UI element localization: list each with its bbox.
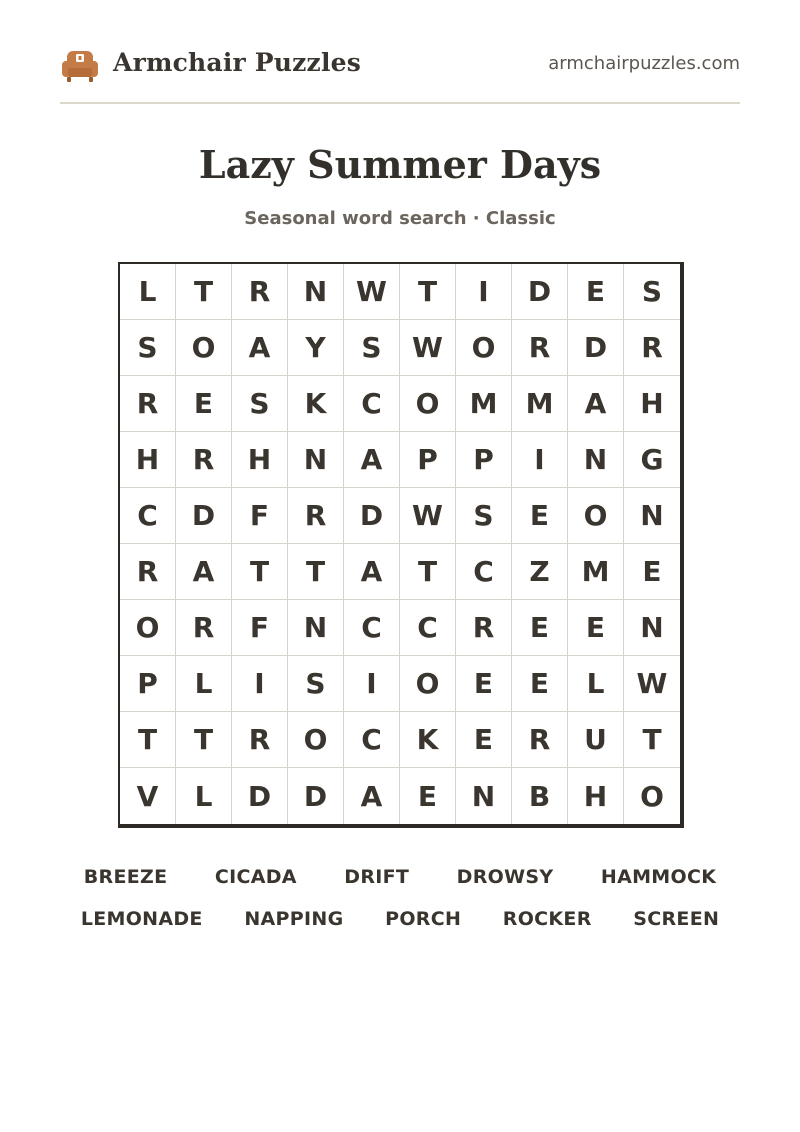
grid-cell[interactable]: O (400, 376, 456, 432)
grid-cell[interactable]: T (400, 264, 456, 320)
grid-cell[interactable]: C (344, 376, 400, 432)
grid-cell[interactable]: N (456, 768, 512, 824)
header-divider (60, 102, 740, 104)
word-list (60, 856, 740, 940)
word-list-item: DROWSY (456, 866, 554, 888)
word-list-item: DRIFT (344, 866, 410, 888)
grid-cell[interactable]: E (456, 712, 512, 768)
grid-cell[interactable]: R (512, 320, 568, 376)
word-list-item: HAMMOCK (600, 866, 717, 888)
grid-cell[interactable]: P (400, 432, 456, 488)
grid-cell[interactable]: G (624, 432, 680, 488)
grid-cell[interactable]: R (288, 488, 344, 544)
word-list-row (60, 856, 740, 898)
grid-cell[interactable]: O (640, 779, 664, 813)
grid-cell[interactable]: Y (288, 320, 344, 376)
grid-cell[interactable]: I (344, 656, 400, 712)
letter-grid[interactable] (118, 262, 684, 828)
grid-cell[interactable]: Z (512, 544, 568, 600)
grid-cell[interactable]: H (232, 432, 288, 488)
grid-cell[interactable]: R (456, 600, 512, 656)
grid-cell[interactable]: H (568, 768, 624, 824)
grid-cell[interactable]: R (232, 712, 288, 768)
grid-cell[interactable]: O (456, 320, 512, 376)
grid-cell[interactable]: O (288, 712, 344, 768)
grid-cell[interactable]: T (232, 544, 288, 600)
word-list-item: ROCKER (502, 908, 592, 930)
grid-cell[interactable]: N (288, 432, 344, 488)
grid-cell[interactable]: E (624, 544, 680, 600)
grid-cell[interactable]: T (176, 264, 232, 320)
puzzle-subtitle: Seasonal word search · Classic (244, 208, 556, 229)
puzzle-title: Lazy Summer Days (198, 142, 602, 187)
grid-cell[interactable]: V (120, 768, 176, 824)
grid-cell[interactable]: W (400, 488, 456, 544)
grid-cell[interactable]: B (512, 768, 568, 824)
grid-cell[interactable]: L (568, 656, 624, 712)
grid-cell[interactable]: S (344, 320, 400, 376)
grid-cell[interactable]: U (568, 712, 624, 768)
grid-cell[interactable]: D (288, 768, 344, 824)
grid-cell[interactable]: R (176, 600, 232, 656)
grid-cell[interactable]: D (344, 488, 400, 544)
brand-name: Armchair Puzzles (113, 48, 362, 77)
word-list-row (60, 898, 740, 940)
grid-cell[interactable]: S (456, 488, 512, 544)
grid-cell[interactable]: E (568, 600, 624, 656)
grid-cell[interactable]: K (400, 712, 456, 768)
grid-cell[interactable]: P (456, 432, 512, 488)
grid-cell[interactable]: E (176, 376, 232, 432)
grid-cell[interactable]: O (568, 488, 624, 544)
grid-cell[interactable]: S (120, 320, 176, 376)
grid-cell[interactable]: D (568, 320, 624, 376)
grid-cell[interactable]: N (288, 600, 344, 656)
grid-cell[interactable]: D (176, 488, 232, 544)
grid-cell[interactable]: A (232, 320, 288, 376)
grid-cell[interactable]: W (624, 656, 680, 712)
grid-cell[interactable]: M (456, 376, 512, 432)
grid-cell[interactable]: O (120, 600, 176, 656)
grid-cell[interactable]: R (624, 320, 680, 376)
grid-cell[interactable]: A (568, 376, 624, 432)
grid-cell[interactable]: T (624, 712, 680, 768)
grid-cell[interactable]: C (400, 600, 456, 656)
grid-cell[interactable]: F (232, 488, 288, 544)
grid-cell[interactable]: L (176, 768, 232, 824)
grid-cell[interactable]: A (344, 544, 400, 600)
armchair-icon (60, 46, 100, 86)
grid-cell[interactable]: D (232, 768, 288, 824)
grid-cell[interactable]: H (120, 432, 176, 488)
word-list-item: NAPPING (244, 908, 344, 930)
grid-cell[interactable]: L (176, 656, 232, 712)
grid-cell[interactable]: E (568, 264, 624, 320)
grid-cell[interactable]: I (512, 432, 568, 488)
grid-cell[interactable]: W (400, 320, 456, 376)
grid-cell[interactable]: N (624, 600, 680, 656)
grid-cell[interactable]: I (232, 656, 288, 712)
grid-cell[interactable]: S (624, 264, 680, 320)
grid-cell[interactable]: A (176, 544, 232, 600)
grid-cell[interactable]: C (344, 600, 400, 656)
grid-cell[interactable]: E (400, 768, 456, 824)
grid-cell[interactable]: M (512, 376, 568, 432)
grid-cell[interactable]: N (624, 488, 680, 544)
grid-cell[interactable]: A (344, 432, 400, 488)
grid-cell[interactable]: R (120, 544, 176, 600)
word-list-item: LEMONADE (80, 908, 203, 930)
grid-cell[interactable]: K (288, 376, 344, 432)
grid-cell[interactable]: E (456, 656, 512, 712)
grid-cell[interactable]: C (344, 712, 400, 768)
grid-cell[interactable]: R (120, 376, 176, 432)
grid-cell[interactable]: R (232, 264, 288, 320)
word-list-item: SCREEN (633, 908, 720, 930)
grid-cell[interactable]: M (568, 544, 624, 600)
site-url[interactable]: armchairpuzzles.com (548, 53, 740, 74)
grid-cell[interactable]: E (512, 656, 568, 712)
grid-cell[interactable]: W (344, 264, 400, 320)
grid-cell[interactable]: D (512, 264, 568, 320)
grid-cell[interactable]: O (176, 320, 232, 376)
grid-cell[interactable]: R (176, 432, 232, 488)
grid-cell[interactable]: N (288, 264, 344, 320)
grid-cell[interactable]: R (512, 712, 568, 768)
grid-cell[interactable]: C (120, 488, 176, 544)
word-list-item: CICADA (214, 866, 297, 888)
grid-cell[interactable]: N (568, 432, 624, 488)
grid-cell[interactable]: O (400, 656, 456, 712)
grid-cell[interactable]: P (120, 656, 176, 712)
grid-cell[interactable]: C (456, 544, 512, 600)
grid-cell[interactable]: L (120, 264, 176, 320)
word-list-item: BREEZE (83, 866, 168, 888)
page-header (60, 40, 740, 90)
grid-cell[interactable]: H (624, 376, 680, 432)
grid-cell[interactable]: A (344, 768, 400, 824)
grid-cell[interactable]: S (232, 376, 288, 432)
grid-cell[interactable]: T (288, 544, 344, 600)
word-list-item: PORCH (385, 908, 462, 930)
grid-cell[interactable]: F (232, 600, 288, 656)
grid-cell[interactable]: T (400, 544, 456, 600)
grid-cell[interactable]: I (456, 264, 512, 320)
grid-cell[interactable]: S (288, 656, 344, 712)
grid-cell[interactable]: E (512, 600, 568, 656)
grid-cell[interactable]: T (120, 712, 176, 768)
grid-cell[interactable]: T (176, 712, 232, 768)
grid-cell[interactable]: E (512, 488, 568, 544)
